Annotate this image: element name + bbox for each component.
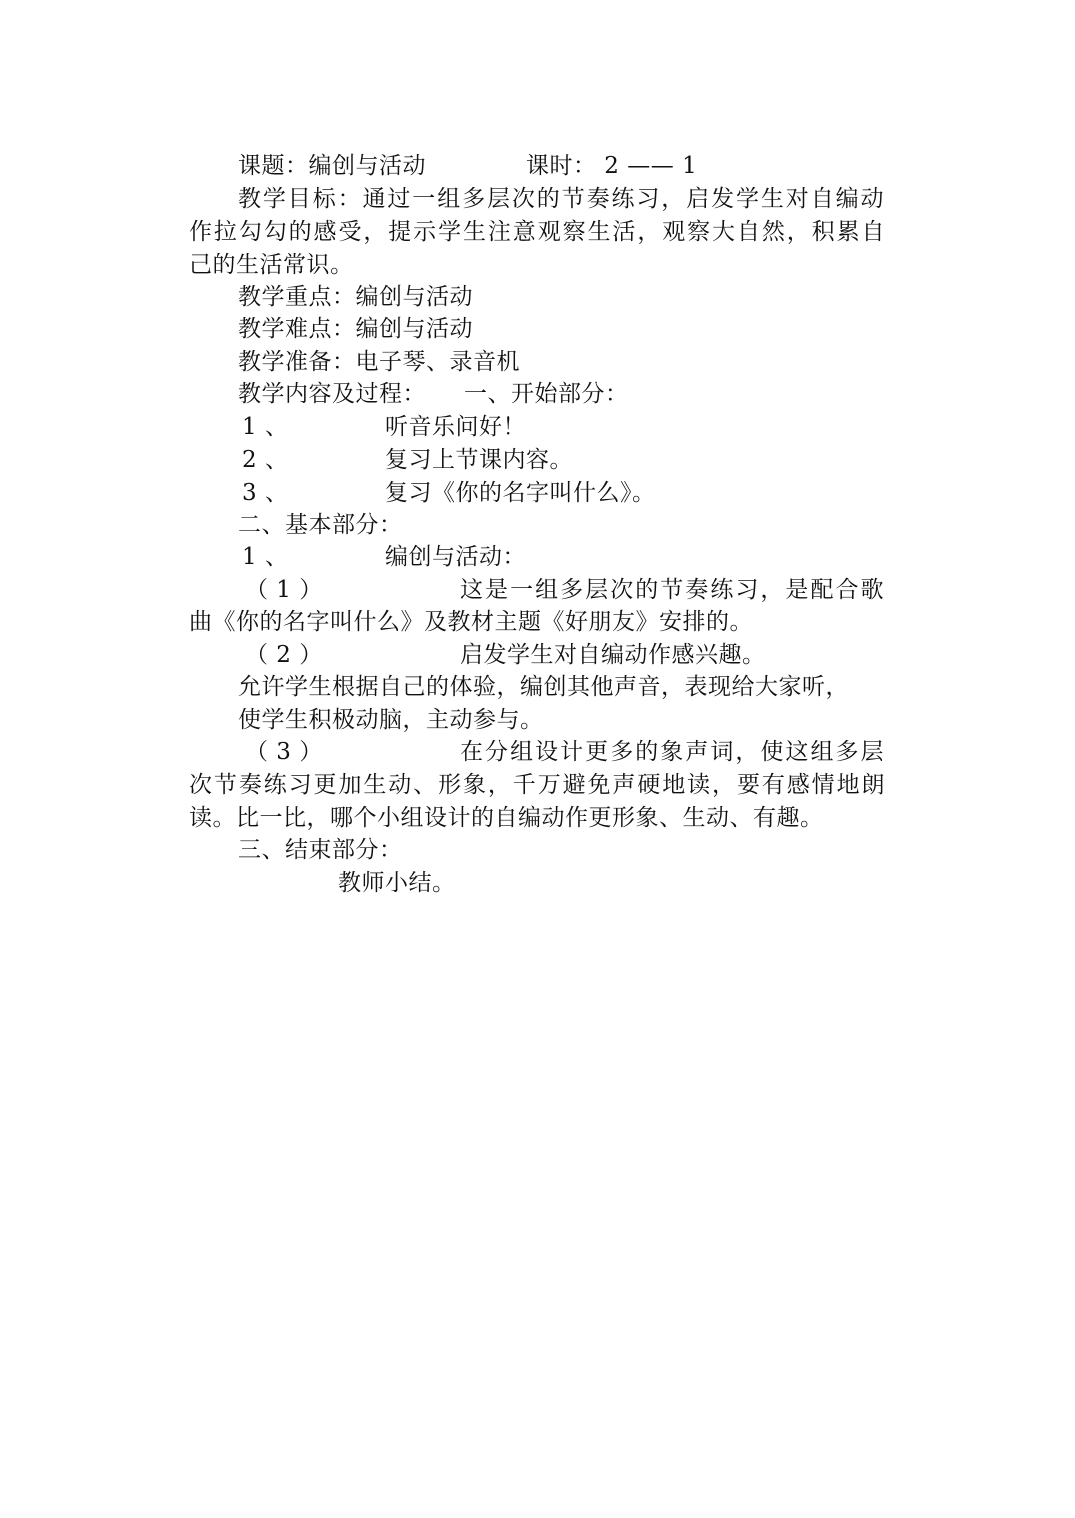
sub3-text-a: 在分组设计更多的象声词，使这组多层 [460,739,884,765]
part1-item-1-text: 听音乐问好！ [385,414,526,440]
sub1-text-a: 这是一组多层次的节奏练习，是配合歌 [460,577,884,603]
objective-line-3: 己的生活常识。 [189,252,354,278]
part2-heading: 二、基本部分： [238,512,403,538]
difficulty: 教学难点：编创与活动 [238,316,473,342]
part2-item-num: 1 、 [242,544,289,570]
part3-text: 教师小结。 [338,870,456,896]
part2-item-text: 编创与活动： [385,544,526,570]
part1-item-2-num: 2 、 [242,447,289,473]
part1-item-1-num: 1 、 [242,414,289,440]
objective-line-1: 教学目标：通过一组多层次的节奏练习，启发学生对自编动 [238,186,884,212]
hours-label: 课时： 2 —— 1 [526,153,698,179]
preparation: 教学准备：电子琴、录音机 [238,349,520,375]
sub2-text: 启发学生对自编动作感兴趣。 [460,642,766,668]
part1-item-3-num: 3 、 [242,480,289,506]
sub3-num: （ 3 ） [245,739,323,765]
sub2-continuation-1: 允许学生根据自己的体验，编创其他声音，表现给大家听， [238,674,849,700]
sub1-text-b: 曲《你的名字叫什么》及教材主题《好朋友》安排的。 [189,609,753,635]
key-point: 教学重点：编创与活动 [238,284,473,310]
sub3-text-c: 读。比一比，哪个小组设计的自编动作更形象、生动、有趣。 [189,805,824,831]
sub1-num: （ 1 ） [245,577,323,603]
part1-heading: 一、开始部分： [464,381,629,407]
process-heading: 教学内容及过程： [238,381,426,407]
part1-item-3-text: 复习《你的名字叫什么》。 [385,480,656,506]
sub2-num: （ 2 ） [245,642,323,668]
objective-line-2: 作拉勾勾的感受，提示学生注意观察生活，观察大自然，积累自 [189,219,885,245]
part1-item-2-text: 复习上节课内容。 [385,447,573,473]
part3-heading: 三、结束部分： [238,837,403,863]
sub3-text-b: 次节奏练习更加生动、形象，千万避免声硬地读，要有感情地朗 [189,772,885,798]
sub2-continuation-2: 使学生积极动脑，主动参与。 [238,707,544,733]
topic-label: 课题：编创与活动 [238,153,426,179]
